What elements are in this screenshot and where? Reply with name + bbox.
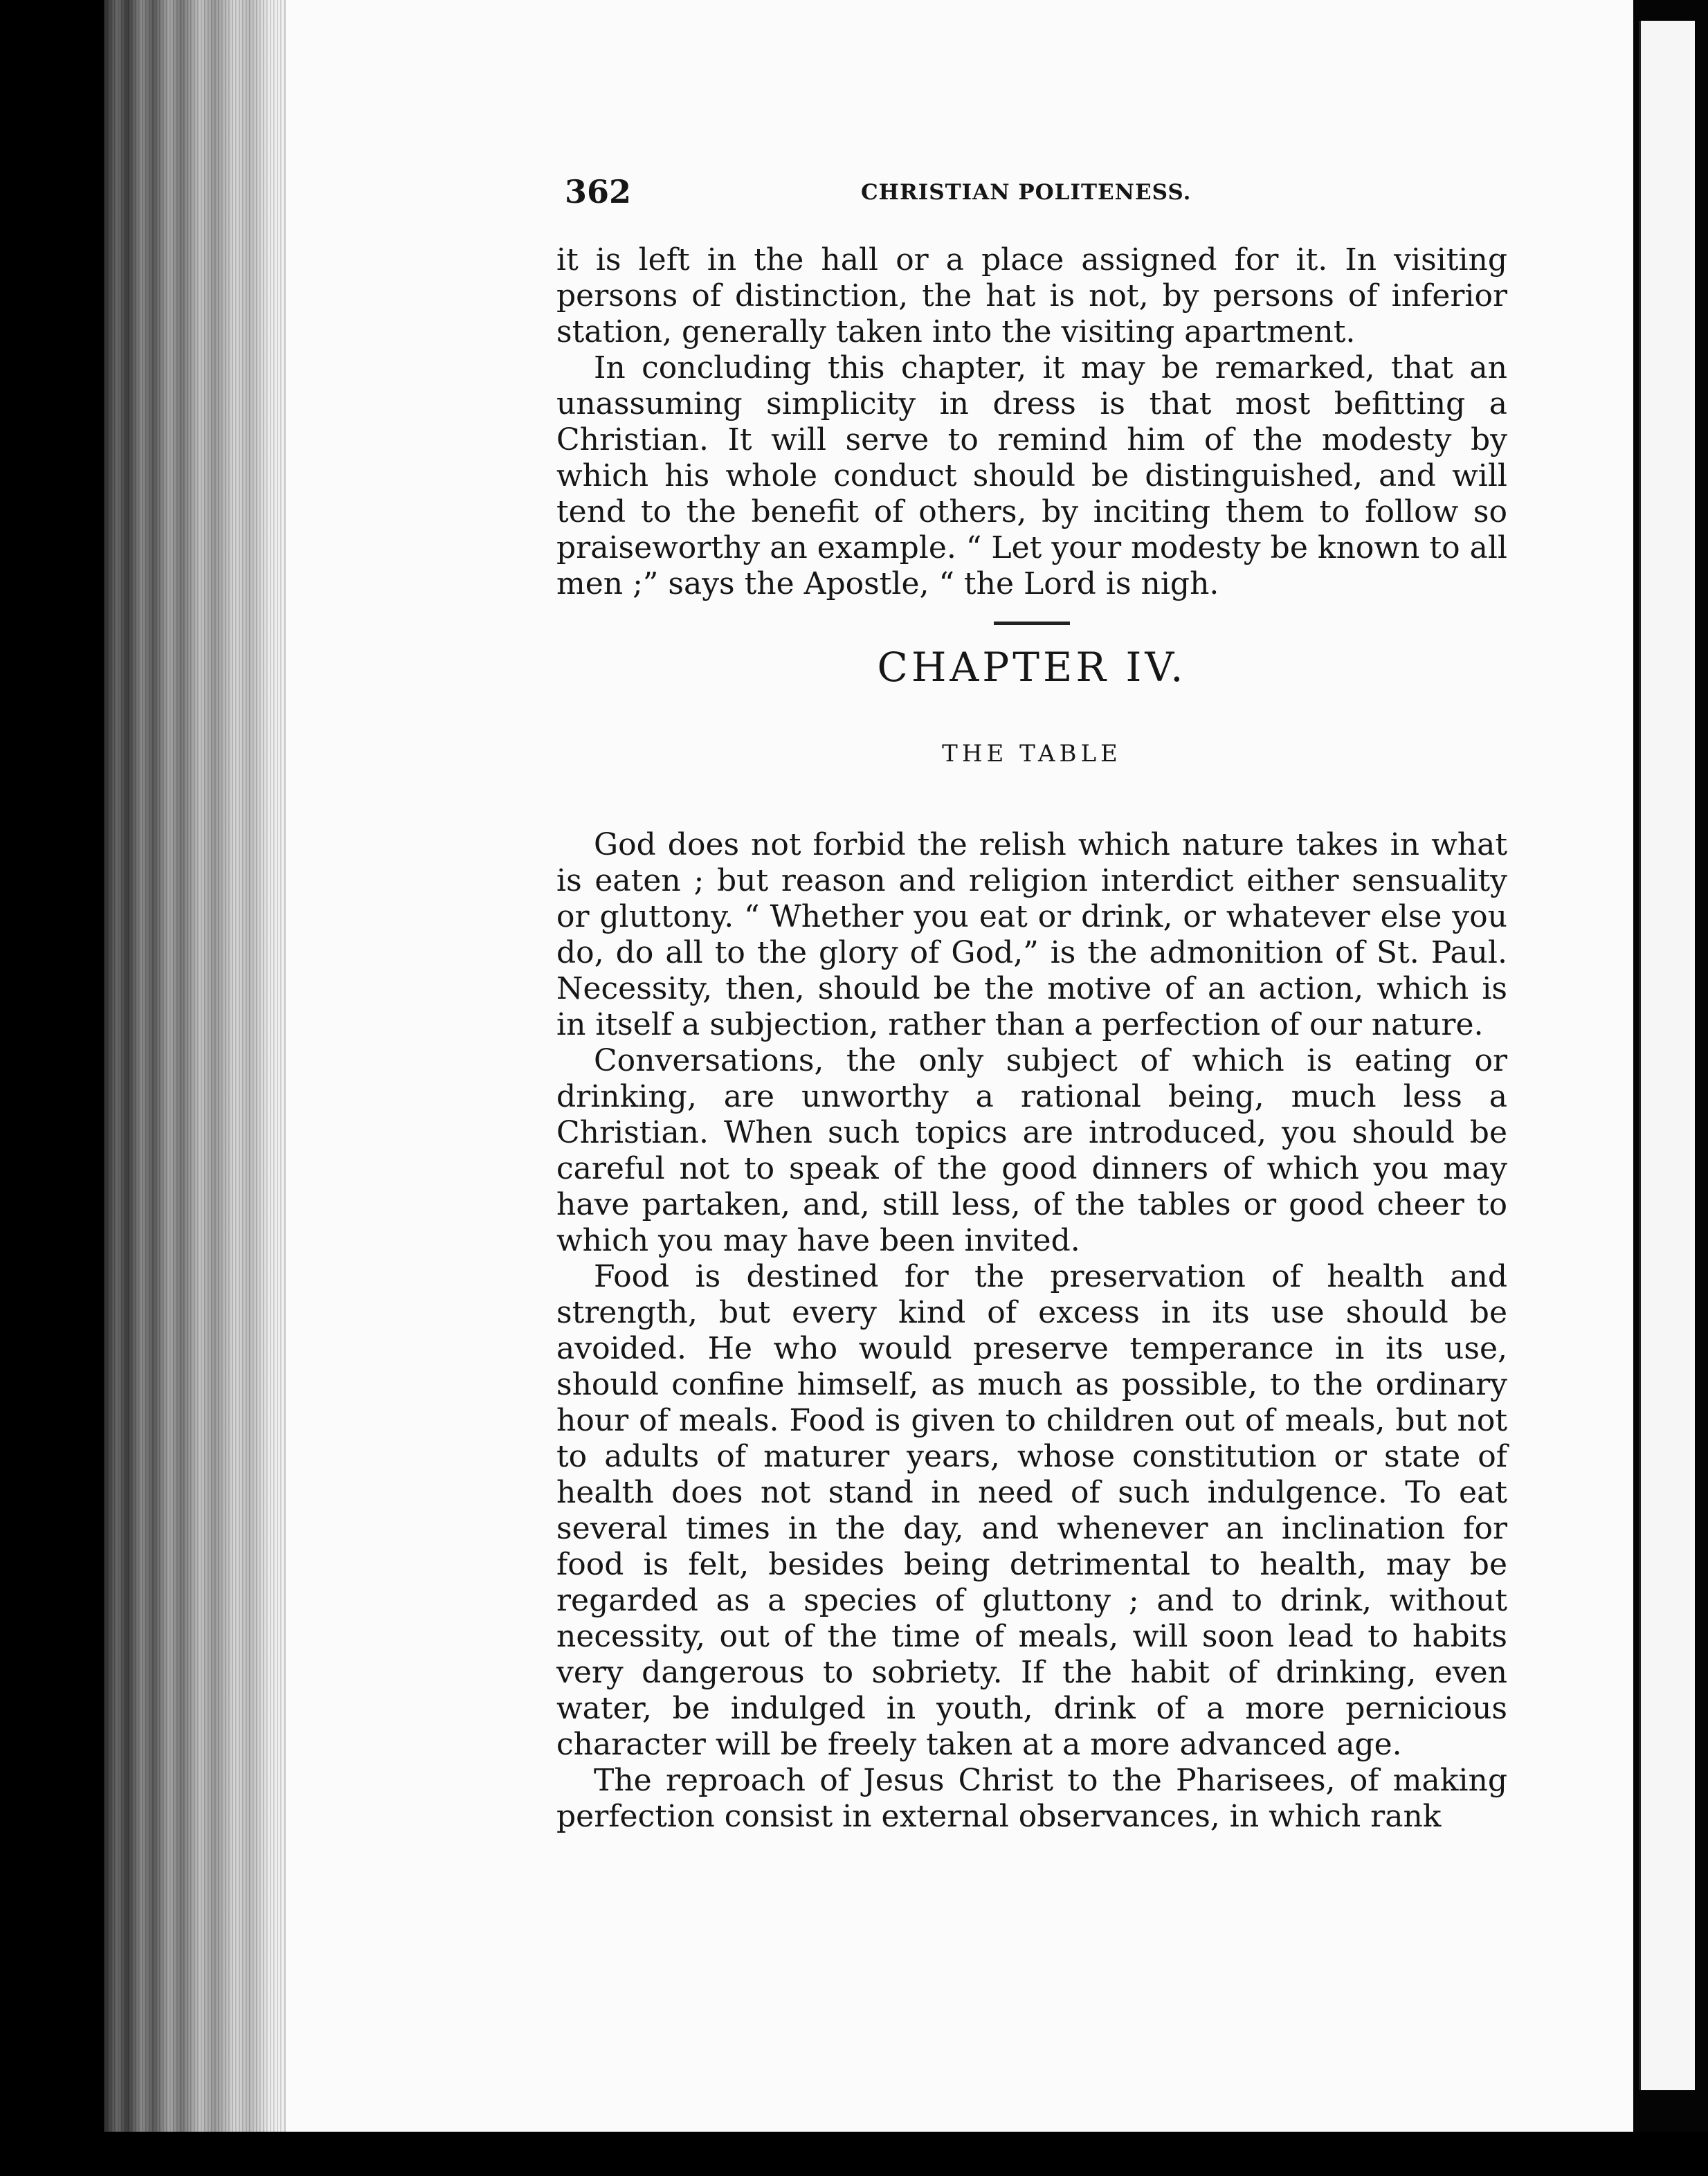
paragraph-food: Food is destined for the preservation of health and strength, but every kind of excess in its use should be avoided. He who would preserve temperance in its use, should confine himself, as much as possible, to the ordinary hour of meals. Food is given to children out of meals, but not to adults of maturer years, whose constitution or state of health does not stand in need of such indulgence. To eat several times in the day, and whenever an inclination for food is felt, besides being detrimental to health, may be regarded as a species of gluttony ; and to drink, without necessity, out of the time of meals, will soon lead to habits very dangerous to sobriety. If the habit of drinking, even water, be indulged in youth, drink of a more pernicious character will be freely taken at a more advanced age. [556, 1259, 1507, 1762]
book-page-edges [104, 0, 291, 2132]
paragraph-reproach: The reproach of Jesus Christ to the Pharisees, of making perfection consist in external observances, in which rank [556, 1763, 1507, 1834]
section-divider-rule [994, 622, 1070, 625]
paragraph-conclusion: In concluding this chapter, it may be remarked, that an unassuming simplicity in dress is that most befitting a Christian. It will serve to remind him of the modesty by which his whole conduct should be distinguished, and will tend to the benefit of others, by inciting them to follow so praiseworthy an example. “ Let your modesty be known to all men ;” says the Apostle, “ the Lord is nigh. [556, 350, 1507, 601]
paragraph-conversations: Conversations, the only subject of which is eating or drinking, are unworthy a rational being, much less a Christian. When such topics are introduced, you should be careful not to speak of the good dinners of which you may have partaken, and, still less, of the tables or good cheer to which you may have been invited. [556, 1043, 1507, 1258]
running-head [556, 173, 1507, 215]
paragraph-relish: God does not forbid the relish which nature takes in what is eaten ; but reason and religion interdict either sensuality or gluttony. “ Whether you eat or drink, or whatever else you do, do all to the glory of God,” is the admonition of St. Paul. Necessity, then, should be the motive of an action, which is in itself a subjection, rather than a perfection of our nature. [556, 827, 1507, 1042]
chapter-heading: CHAPTER IV. [877, 644, 1187, 691]
adjacent-page-strip [1633, 0, 1708, 2176]
page-text-block [556, 173, 1507, 1835]
chapter-subtitle: THE TABLE [942, 740, 1122, 768]
adjacent-page [1639, 21, 1695, 2090]
page-number: 362 [565, 173, 632, 210]
paragraph-continued: it is left in the hall or a place assigned for it. In visiting persons of distinction, the hat is not, by persons of inferior station, generally taken into the visiting apartment. [556, 242, 1507, 350]
running-head-title: CHRISTIAN POLITENESS. [861, 180, 1192, 205]
scan-bottom-border [0, 2132, 1708, 2176]
